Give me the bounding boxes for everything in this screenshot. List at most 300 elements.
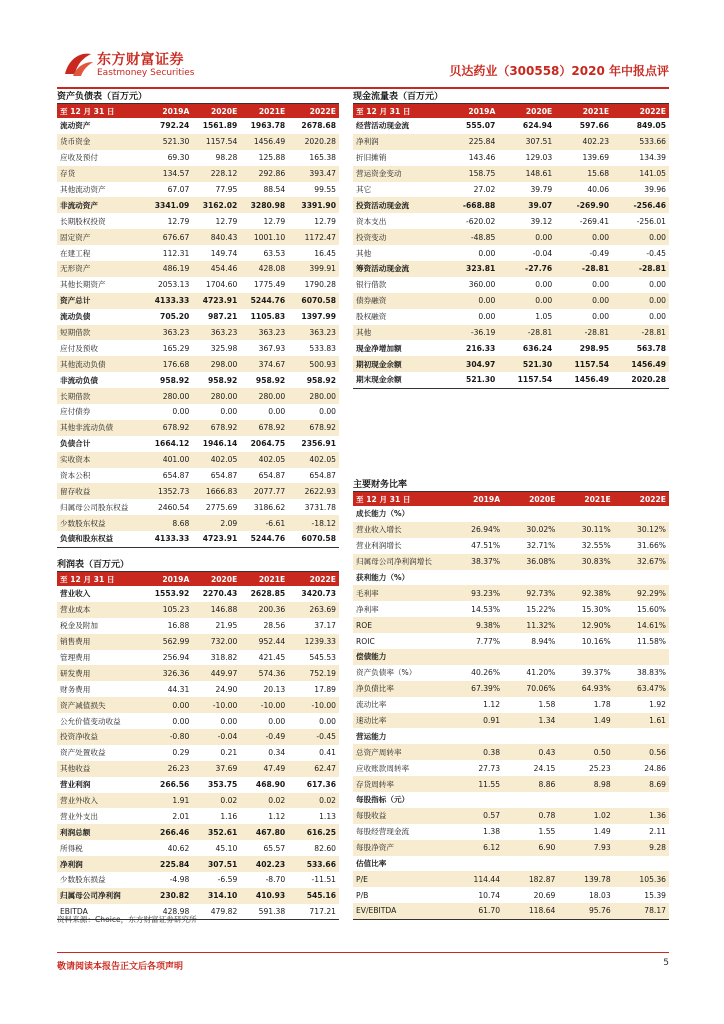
value-cell	[614, 728, 669, 744]
value-cell: 44.31	[167, 684, 190, 694]
value-cell: 63.47%	[614, 681, 669, 697]
table-row	[57, 182, 339, 198]
value-cell: -0.04	[192, 729, 240, 745]
value-cell: 0.00	[220, 407, 238, 417]
row-label: 留存收益	[57, 483, 144, 499]
value-cell: 14.61%	[614, 617, 669, 633]
value-cell: 676.67	[144, 229, 192, 245]
table-row	[57, 468, 339, 484]
value-cell: 1157.54	[498, 372, 555, 388]
table-row	[353, 792, 669, 808]
table-row	[57, 340, 339, 356]
value-cell: 363.23	[240, 325, 288, 341]
value-cell: 0.41	[319, 748, 336, 758]
table-row	[353, 871, 669, 887]
value-cell: 5244.76	[240, 531, 288, 547]
table-row	[353, 118, 669, 134]
value-cell: -27.76	[498, 261, 555, 277]
value-cell: 41.20%	[526, 668, 556, 678]
value-cell: 148.61	[498, 166, 555, 182]
value-cell: -620.02	[466, 216, 496, 226]
value-cell: 318.82	[210, 653, 238, 662]
value-cell: 114.44	[448, 871, 503, 887]
value-cell: 792.24	[160, 121, 190, 131]
value-cell: -269.90	[555, 197, 612, 213]
value-cell: 15.68	[555, 166, 612, 182]
value-cell: 0.00	[612, 293, 669, 309]
value-cell: 304.97	[441, 356, 498, 372]
value-cell: 2.09	[192, 515, 240, 531]
row-label: 其他非流动负债	[57, 420, 144, 436]
value-cell: 165.38	[309, 153, 336, 163]
value-cell: 263.69	[288, 602, 339, 618]
row-label: 营业外支出	[60, 811, 98, 821]
table-row	[57, 650, 339, 666]
header-year-cell: 2019A	[144, 572, 192, 586]
value-cell: 7.77%	[475, 636, 501, 646]
value-cell	[614, 856, 669, 872]
value-cell: 597.66	[579, 121, 610, 131]
header-year-cell: 2022E	[614, 492, 669, 506]
brand-name-en: Eastmoney Securities	[97, 68, 195, 78]
header-year-cell: 2020E	[192, 104, 240, 118]
row-label: 偿债能力	[353, 649, 448, 665]
row-label: 获利能力（%）	[356, 573, 410, 582]
header-year-cell: 2019A	[448, 492, 503, 506]
value-cell: -0.45	[646, 248, 666, 258]
row-label: 其他	[353, 325, 441, 341]
value-cell: 3731.78	[304, 502, 336, 512]
table-row	[353, 309, 669, 325]
header-year-cell: 2021E	[558, 492, 613, 506]
value-cell: 2628.85	[250, 589, 286, 599]
table-row	[353, 229, 669, 245]
value-cell: 363.23	[288, 325, 339, 341]
cash-flow-table	[353, 90, 669, 389]
value-cell: 3341.09	[144, 197, 192, 213]
header-year-cell: 2021E	[240, 572, 288, 586]
value-cell: 0.00	[555, 229, 612, 245]
table-row	[57, 388, 339, 404]
value-cell: 325.98	[210, 343, 238, 353]
row-label: 每股指标（元）	[356, 795, 410, 805]
value-cell: 1666.83	[192, 483, 240, 499]
value-cell: 1239.33	[288, 634, 339, 650]
row-label: 应收及预付	[60, 153, 98, 163]
value-cell: 367.93	[258, 343, 286, 353]
balance-sheet-title: 资产负债表（百万元）	[57, 90, 339, 104]
header-period-cell: 至 12 月 31 日	[57, 104, 144, 118]
table-row	[353, 903, 669, 919]
table-row	[57, 309, 339, 325]
value-cell: 2053.13	[157, 280, 190, 290]
value-cell: 0.02	[240, 793, 288, 809]
value-cell: 1352.73	[144, 483, 192, 499]
value-cell: 216.33	[466, 343, 496, 353]
balance-sheet-table	[57, 90, 339, 548]
value-cell: 256.94	[162, 653, 190, 662]
value-cell: 533.66	[288, 856, 339, 872]
row-label: 长期股权投资	[60, 216, 106, 226]
row-label: 流动负债	[60, 312, 91, 322]
value-cell: 0.00	[478, 312, 496, 322]
value-cell: 1172.47	[288, 229, 339, 245]
table-row	[353, 293, 669, 309]
value-cell: 16.45	[314, 248, 336, 258]
value-cell: 225.84	[144, 856, 192, 872]
value-cell: 30.83%	[558, 554, 613, 570]
value-cell: 11.55	[448, 776, 503, 792]
row-label: P/B	[356, 890, 369, 900]
value-cell	[448, 856, 503, 872]
table-row	[353, 134, 669, 150]
row-label: 现金净增加额	[356, 343, 402, 353]
value-cell	[503, 649, 558, 665]
value-cell: 0.50	[558, 744, 613, 760]
value-cell: 654.87	[162, 471, 190, 481]
row-label: 存货	[57, 166, 144, 182]
value-cell: 99.55	[314, 185, 336, 194]
header-year-cell: 2020E	[192, 572, 240, 586]
row-label: 成长能力（%）	[356, 509, 410, 519]
header-year-cell: 2022E	[288, 104, 339, 118]
value-cell: 591.38	[240, 904, 288, 920]
row-label: 在建工程	[60, 248, 91, 258]
value-cell: 0.00	[555, 293, 612, 309]
table-row	[57, 404, 339, 420]
value-cell: 399.91	[288, 261, 339, 277]
value-cell: 62.47	[288, 761, 339, 777]
row-label: 估值比率	[356, 859, 387, 869]
row-label: 非流动负债	[60, 375, 98, 385]
value-cell: 82.60	[314, 843, 336, 853]
value-cell: 0.21	[220, 748, 238, 758]
value-cell: 92.38%	[558, 585, 613, 601]
value-cell: 92.29%	[614, 585, 669, 601]
value-cell: 32.71%	[526, 541, 556, 551]
row-label: 每股净资产	[353, 840, 448, 856]
value-cell: 1157.54	[192, 134, 240, 150]
value-cell: 521.30	[441, 372, 498, 388]
value-cell: 1963.78	[250, 121, 286, 131]
table-row	[353, 340, 669, 356]
value-cell: 3420.73	[301, 589, 336, 599]
table-header-row	[353, 104, 669, 118]
value-cell: 39.12	[530, 216, 553, 226]
table-row	[57, 729, 339, 745]
income-statement-table	[57, 558, 339, 920]
value-cell: 134.57	[144, 166, 192, 182]
value-cell: 1.16	[220, 811, 238, 821]
value-cell: 64.93%	[558, 681, 613, 697]
value-cell: 92.73%	[503, 585, 558, 601]
table-row	[353, 554, 669, 570]
value-cell: 0.00	[268, 407, 286, 417]
header-year-cell: 2019A	[144, 104, 192, 118]
value-cell: 149.74	[210, 248, 238, 258]
table-row	[57, 618, 339, 634]
table-row	[353, 166, 669, 182]
value-cell: 65.57	[263, 843, 286, 853]
row-label: 流动比率	[356, 700, 387, 710]
value-cell: 67.07	[167, 185, 190, 194]
value-cell: 1.38	[483, 827, 501, 837]
header-year-cell: 2022E	[612, 104, 669, 118]
eastmoney-logo-icon	[61, 48, 95, 80]
row-label: 应付及预收	[60, 343, 98, 353]
value-cell: 958.92	[160, 375, 190, 385]
value-cell: 88.54	[263, 185, 286, 194]
value-cell: 12.79	[314, 216, 336, 226]
value-cell: 6070.58	[288, 531, 339, 547]
value-cell: 2270.43	[202, 589, 238, 599]
header-period-cell: 至 12 月 31 日	[57, 572, 144, 586]
value-cell: 402.05	[288, 452, 339, 468]
value-cell: 1456.49	[240, 134, 288, 150]
value-cell: 4723.91	[192, 293, 240, 309]
value-cell	[448, 570, 503, 586]
value-cell: 24.86	[644, 763, 666, 773]
row-label: 固定资产	[57, 229, 144, 245]
value-cell: 141.05	[612, 166, 669, 182]
value-cell: 678.92	[144, 420, 192, 436]
header-year-cell: 2022E	[288, 572, 339, 586]
value-cell	[558, 792, 613, 808]
value-cell: 21.95	[215, 621, 238, 631]
value-cell: 38.37%	[448, 554, 503, 570]
value-cell: 40.26%	[471, 668, 501, 678]
value-cell: 12.90%	[558, 617, 613, 633]
value-cell: 32.55%	[581, 541, 611, 551]
value-cell: 11.58%	[637, 636, 666, 646]
value-cell: 3280.98	[240, 197, 288, 213]
row-label: 资产处置收益	[60, 748, 106, 758]
report-title: 贝达药业（300558）2020 年中报点评	[449, 64, 669, 78]
value-cell: 225.84	[441, 134, 498, 150]
value-cell: 0.38	[448, 744, 503, 760]
value-cell: 6070.58	[288, 293, 339, 309]
value-cell: 2077.77	[240, 483, 288, 499]
value-cell: 8.69	[614, 776, 669, 792]
value-cell: 3391.90	[288, 197, 339, 213]
value-cell: -668.88	[441, 197, 498, 213]
row-label: 资本支出	[356, 216, 387, 226]
table-row	[353, 570, 669, 586]
row-label: 资产减值损失	[57, 697, 144, 713]
row-label: 资产负债率（%）	[356, 668, 417, 678]
value-cell: 27.02	[473, 185, 496, 194]
value-cell: 1456.49	[555, 372, 612, 388]
value-cell: -10.00	[240, 697, 288, 713]
table-row	[57, 665, 339, 681]
row-label: 管理费用	[60, 653, 91, 662]
value-cell: 1.05	[535, 312, 553, 322]
value-cell: 1775.49	[253, 280, 286, 290]
table-row	[57, 808, 339, 824]
value-cell: 280.00	[192, 388, 240, 404]
row-label: 营业外收入	[57, 793, 144, 809]
value-cell: 38.83%	[637, 668, 666, 678]
value-cell: 0.02	[192, 793, 240, 809]
value-cell: 15.22%	[526, 604, 556, 614]
table-row	[353, 538, 669, 554]
value-cell: 0.00	[592, 280, 610, 290]
value-cell: 8.98	[558, 776, 613, 792]
value-cell: 280.00	[240, 388, 288, 404]
row-label: 投资净收益	[57, 729, 144, 745]
table-row	[57, 197, 339, 213]
table-row	[57, 166, 339, 182]
value-cell: 468.90	[255, 780, 286, 790]
row-label: 营业成本	[57, 602, 144, 618]
value-cell: 563.78	[636, 343, 666, 353]
row-label: 每股经营现金流	[356, 827, 410, 837]
value-cell: 0.00	[268, 716, 286, 726]
income-statement-title: 利润表（百万元）	[57, 558, 339, 572]
value-cell: 7.93	[558, 840, 613, 856]
table-row	[57, 134, 339, 150]
value-cell: 280.00	[144, 388, 192, 404]
row-label: 资产总计	[57, 293, 144, 309]
row-label: 营业收入	[60, 589, 91, 599]
row-label: 负债和股东权益	[57, 531, 144, 547]
value-cell: 32.67%	[614, 554, 669, 570]
value-cell: 1.49	[558, 713, 613, 729]
row-label: 其他收益	[57, 761, 144, 777]
table-row	[57, 277, 339, 293]
page-number: 5	[663, 958, 669, 968]
value-cell	[614, 649, 669, 665]
value-cell: 158.75	[441, 166, 498, 182]
row-label: 非流动资产	[57, 197, 144, 213]
value-cell: 0.02	[288, 793, 339, 809]
value-cell: 1553.92	[154, 589, 190, 599]
table-row	[353, 856, 669, 872]
value-cell: 6.12	[448, 840, 503, 856]
value-cell: 8.68	[144, 515, 192, 531]
financial-ratios-grid	[353, 492, 669, 920]
row-label: 短期借款	[57, 325, 144, 341]
row-label: 税金及附加	[60, 621, 98, 631]
value-cell: 987.21	[207, 312, 238, 322]
value-cell: 654.87	[258, 471, 286, 481]
table-row	[57, 515, 339, 531]
row-label: 少数股东权益	[57, 515, 144, 531]
table-row	[57, 824, 339, 840]
row-label: 长期借款	[57, 388, 144, 404]
value-cell: 0.00	[498, 229, 555, 245]
value-cell: 1.12	[268, 811, 286, 821]
table-row	[353, 840, 669, 856]
value-cell: 562.99	[144, 634, 192, 650]
value-cell: -10.00	[288, 697, 339, 713]
value-cell: -8.70	[265, 875, 286, 885]
value-cell: 10.16%	[581, 636, 611, 646]
table-row	[353, 824, 669, 840]
header-year-cell: 2019A	[441, 104, 498, 118]
table-row	[353, 522, 669, 538]
financial-ratios-title: 主要财务比率	[353, 478, 669, 492]
value-cell: 95.76	[558, 903, 613, 919]
value-cell: 1.55	[538, 827, 556, 837]
table-row	[353, 744, 669, 760]
value-cell: 228.12	[192, 166, 240, 182]
value-cell: -28.81	[555, 325, 612, 341]
row-label: 其他长期资产	[60, 280, 106, 290]
value-cell: 14.53%	[471, 604, 501, 614]
value-cell: 12.79	[263, 216, 286, 226]
value-cell: 0.43	[503, 744, 558, 760]
value-cell: 0.57	[448, 808, 503, 824]
table-row	[57, 697, 339, 713]
value-cell: 449.97	[192, 665, 240, 681]
row-label: 投资变动	[353, 229, 441, 245]
value-cell: 139.69	[582, 153, 610, 163]
table-row	[353, 213, 669, 229]
value-cell	[503, 506, 558, 522]
table-row	[57, 872, 339, 888]
value-cell: 2020.28	[288, 134, 339, 150]
value-cell: 0.56	[614, 744, 669, 760]
value-cell: 1664.12	[154, 439, 190, 449]
value-cell: 2622.93	[288, 483, 339, 499]
value-cell: 63.53	[263, 248, 286, 258]
table-row	[353, 681, 669, 697]
value-cell: 1.12	[483, 700, 501, 710]
value-cell: 30.12%	[614, 522, 669, 538]
value-cell: -0.80	[144, 729, 192, 745]
value-cell: 1561.89	[202, 121, 238, 131]
row-label: EV/EBITDA	[353, 903, 448, 919]
value-cell: 98.28	[215, 153, 238, 163]
table-row	[57, 452, 339, 468]
value-cell: 4133.33	[144, 531, 192, 547]
value-cell: -48.85	[441, 229, 498, 245]
value-cell: 12.79	[215, 216, 238, 226]
value-cell: 134.39	[639, 153, 666, 163]
row-label: 实收资本	[57, 452, 144, 468]
value-cell: 0.00	[319, 716, 336, 726]
value-cell: 952.44	[240, 634, 288, 650]
value-cell: 1.58	[538, 700, 556, 710]
value-cell: 958.92	[207, 375, 238, 385]
row-label: 应付债券	[60, 407, 91, 417]
value-cell: 533.83	[309, 343, 336, 353]
row-label: 资本公积	[60, 471, 91, 481]
row-label: 财务费用	[60, 684, 91, 694]
value-cell: 39.07	[498, 197, 555, 213]
value-cell: 298.95	[579, 343, 610, 353]
row-label: 净利率	[356, 604, 379, 614]
value-cell: 402.05	[192, 452, 240, 468]
value-cell: 0.00	[535, 280, 553, 290]
value-cell: 363.23	[192, 325, 240, 341]
value-cell: 112.31	[162, 248, 190, 258]
table-row	[57, 531, 339, 547]
row-label: 银行借款	[356, 280, 387, 290]
value-cell: 410.93	[240, 888, 288, 904]
row-label: 投资活动现金流	[353, 197, 441, 213]
value-cell: 2356.91	[301, 439, 336, 449]
value-cell: 45.10	[215, 843, 238, 853]
value-cell: 1.13	[319, 811, 336, 821]
source-note: 资料来源：Choice，东方财富证券研究所	[57, 915, 197, 924]
table-row	[353, 150, 669, 166]
value-cell: 0.34	[268, 748, 286, 758]
table-row	[353, 776, 669, 792]
row-label: 流动资产	[60, 121, 91, 131]
row-label: 归属母公司净利润增长	[353, 554, 448, 570]
